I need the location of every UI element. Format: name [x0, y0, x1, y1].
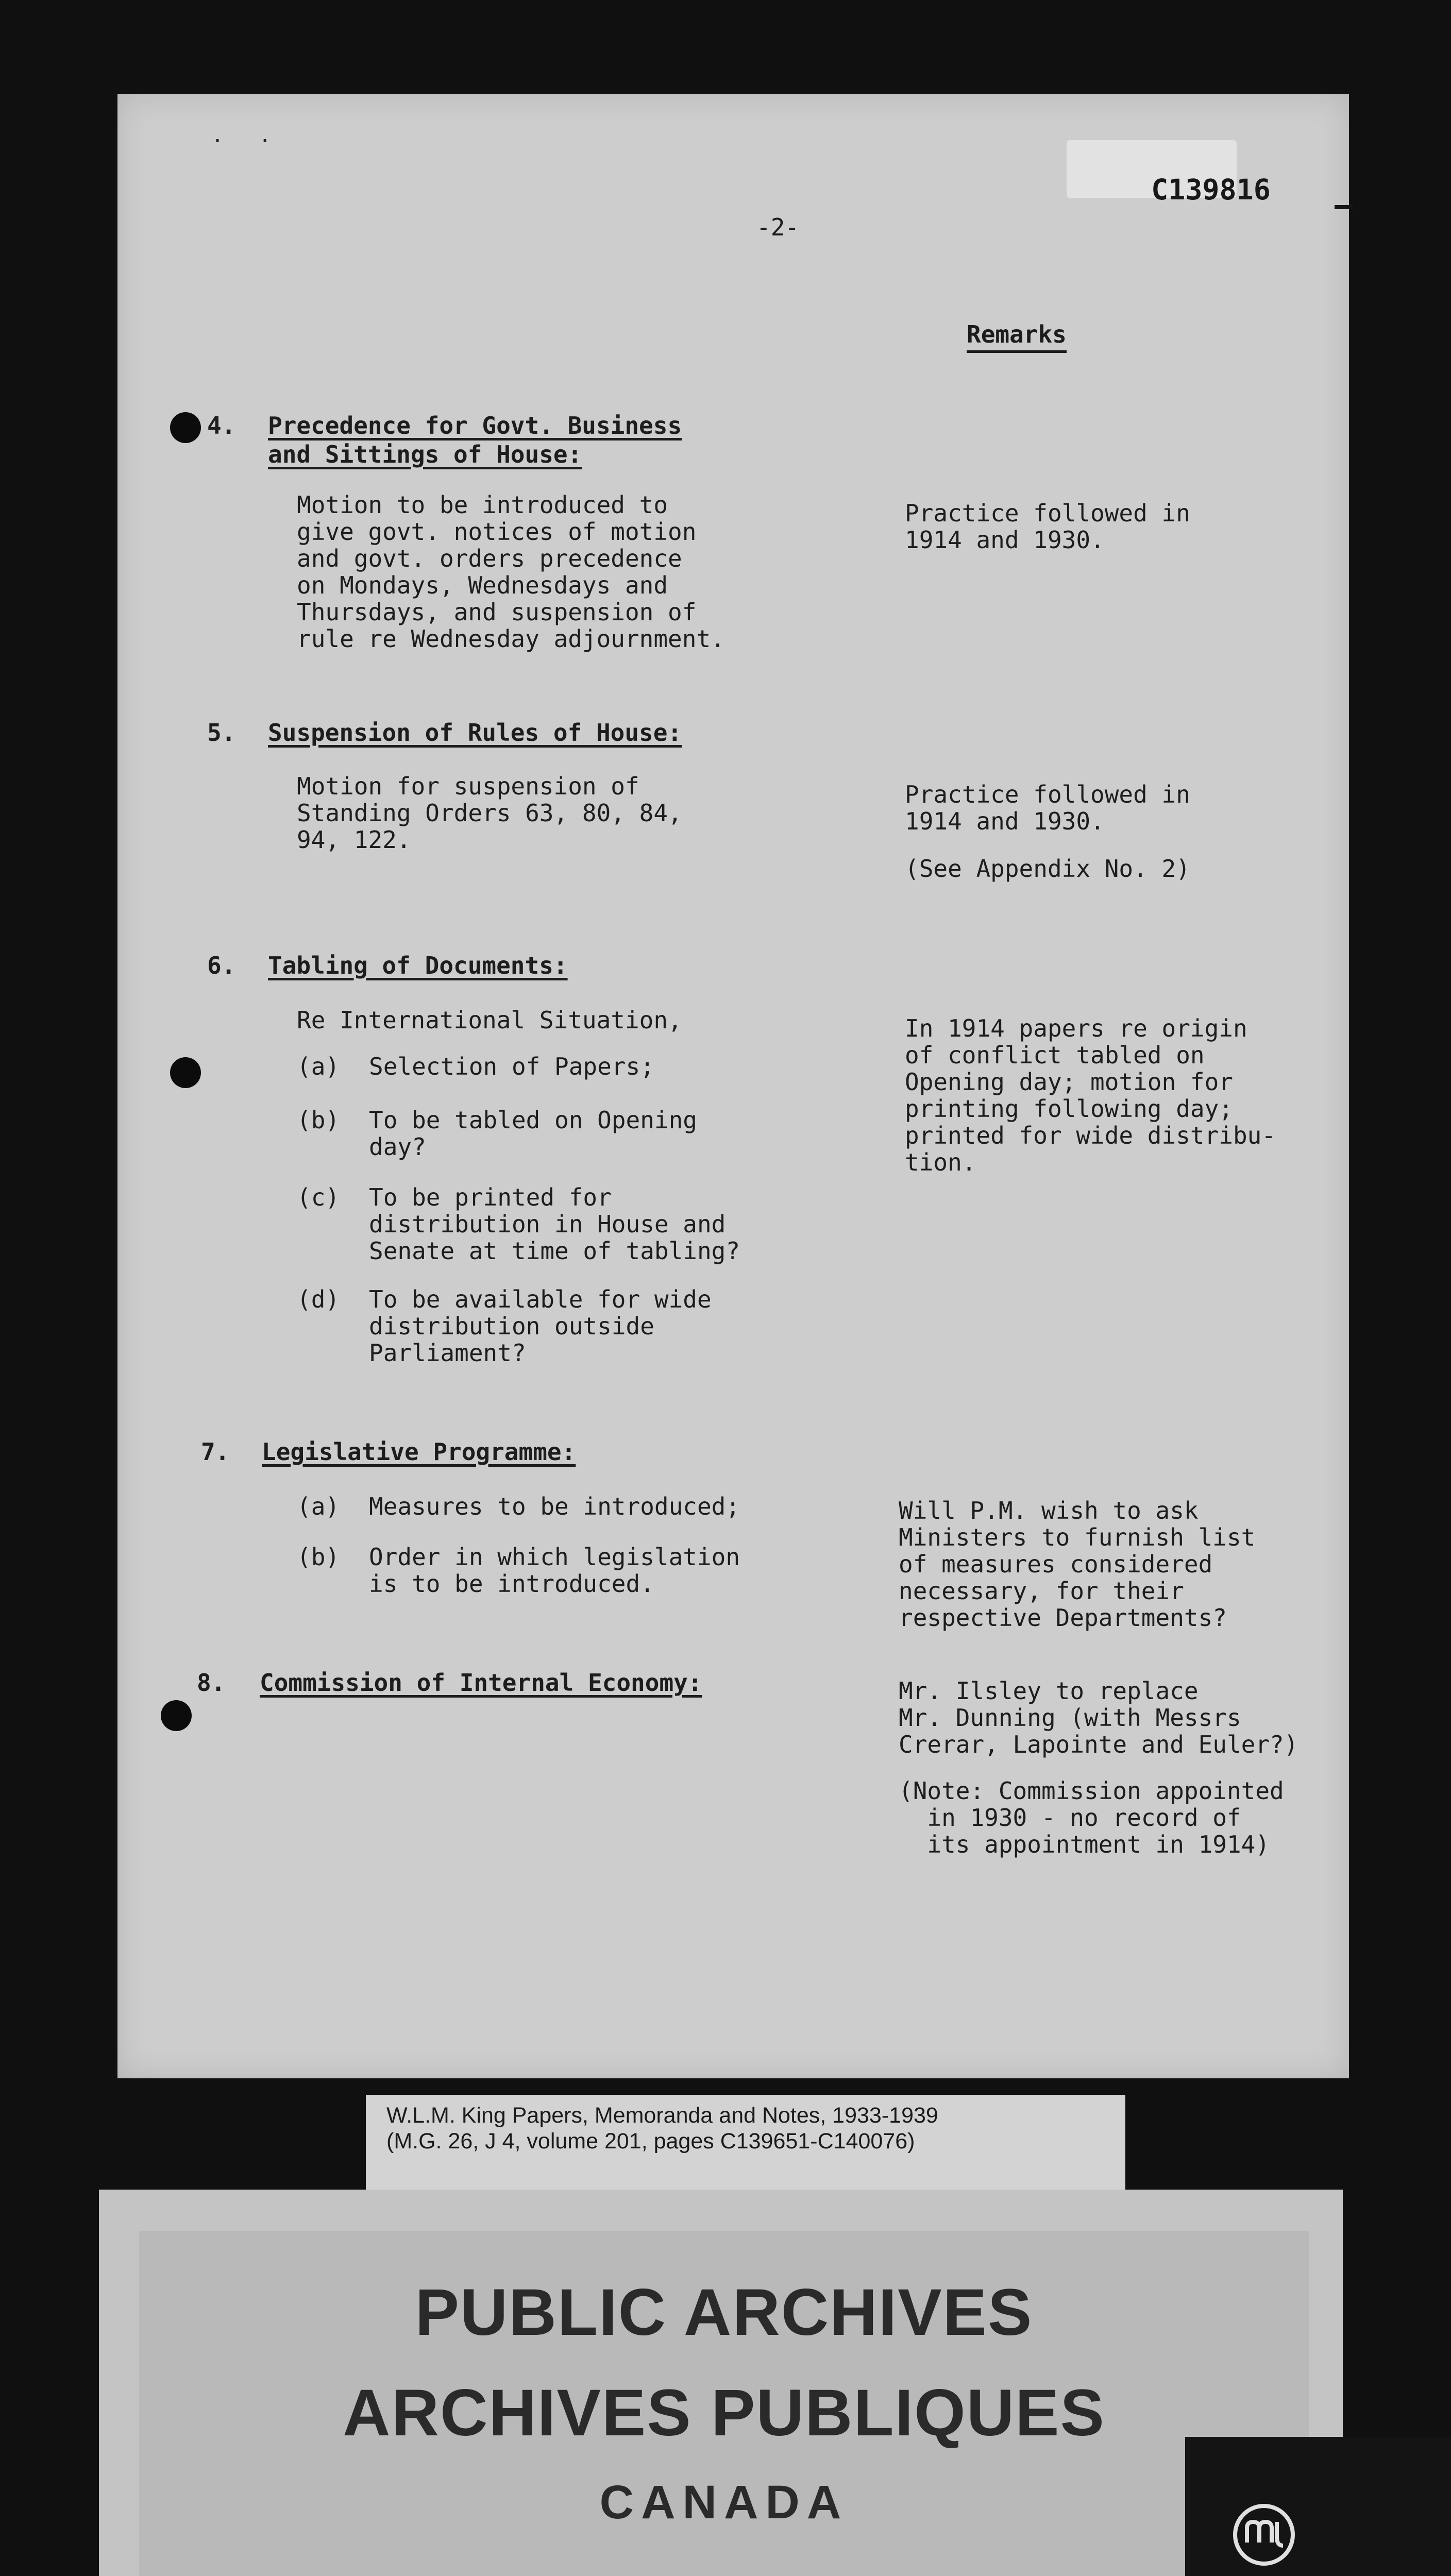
item-6-sub-d-letter: (d) [297, 1285, 340, 1313]
item-6-sub-d-text: To be available for wide distribution outside Parliament? [369, 1285, 712, 1367]
film-corner [1185, 2437, 1451, 2576]
item-7-heading: Legislative Programme: [262, 1438, 576, 1466]
item-8-heading: Commission of Internal Economy: [260, 1669, 702, 1697]
document-id: C139816 [1151, 173, 1271, 206]
item-7-sub-a-text: Measures to be introduced; [369, 1493, 740, 1520]
remarks-heading: Remarks [967, 320, 1067, 353]
item-6-heading: Tabling of Documents: [268, 952, 568, 979]
item-6-number: 6. [207, 952, 236, 979]
page-number: -2- [756, 213, 800, 241]
archives-title-en: PUBLIC ARCHIVES [415, 2276, 1033, 2349]
item-8-remark: Mr. Ilsley to replace Mr. Dunning (with Messrs Crerar, Lapointe and Euler?) [899, 1677, 1298, 1758]
item-7-sub-b-text: Order in which legislation is to be introduced. [369, 1543, 740, 1598]
item-7-number: 7. [201, 1438, 230, 1466]
item-5-heading: Suspension of Rules of House: [268, 719, 682, 747]
item-4-heading-line2: and Sittings of House: [268, 440, 582, 468]
item-4-heading-line1: Precedence for Govt. Business [268, 412, 682, 439]
punch-hole-middle [170, 1057, 201, 1088]
item-6-sub-a-letter: (a) [297, 1053, 340, 1080]
citation-line-2: (M.G. 26, J 4, volume 201, pages C139651-C140076) [386, 2129, 915, 2154]
archives-title-fr: ARCHIVES PUBLIQUES [343, 2376, 1105, 2450]
item-6-sub-c-letter: (c) [297, 1183, 340, 1211]
item-6-sub-a-text: Selection of Papers; [369, 1053, 654, 1080]
archives-country: CANADA [599, 2476, 849, 2529]
item-7-sub-b-letter: (b) [297, 1543, 340, 1571]
archives-logo-icon [1230, 2501, 1297, 2568]
film-specks: . . [211, 124, 283, 147]
punch-hole-top [170, 412, 201, 443]
item-7-sub-a-letter: (a) [297, 1493, 340, 1520]
item-6-remark: In 1914 papers re origin of conflict tabled on Opening day; motion for printing following day; printed for wide distribu- tion. [905, 1014, 1276, 1176]
item-6-intro: Re International Situation, [297, 1006, 682, 1034]
item-4-number: 4. [207, 412, 236, 439]
item-7-remark: Will P.M. wish to ask Ministers to furnish list of measures considered necessary, for their respective Departments? [899, 1497, 1256, 1632]
item-4-remark: Practice followed in 1914 and 1930. [905, 499, 1190, 554]
citation-line-1: W.L.M. King Papers, Memoranda and Notes, 1933-1939 [386, 2103, 938, 2128]
item-5-remark: Practice followed in 1914 and 1930. [905, 781, 1190, 835]
item-8-number: 8. [197, 1669, 226, 1697]
item-6-sub-c-text: To be printed for distribution in House and Senate at time of tabling? [369, 1183, 740, 1265]
item-5-number: 5. [207, 719, 236, 747]
item-5-body: Motion for suspension of Standing Orders 63, 80, 84, 94, 122. [297, 772, 682, 854]
item-4-body: Motion to be introduced to give govt. notices of motion and govt. orders precedence on Mondays, Wednesdays and Thursdays, and suspension of rule re Wednesday adjournment. [297, 491, 725, 653]
item-6-sub-b-letter: (b) [297, 1106, 340, 1134]
punch-hole-bottom [161, 1700, 192, 1731]
item-5-remark-2: (See Appendix No. 2) [905, 855, 1190, 883]
item-6-sub-b-text: To be tabled on Opening day? [369, 1106, 697, 1161]
film-edge-mark [1335, 205, 1353, 209]
item-8-remark-2: (Note: Commission appointed in 1930 - no record of its appointment in 1914) [899, 1777, 1284, 1858]
